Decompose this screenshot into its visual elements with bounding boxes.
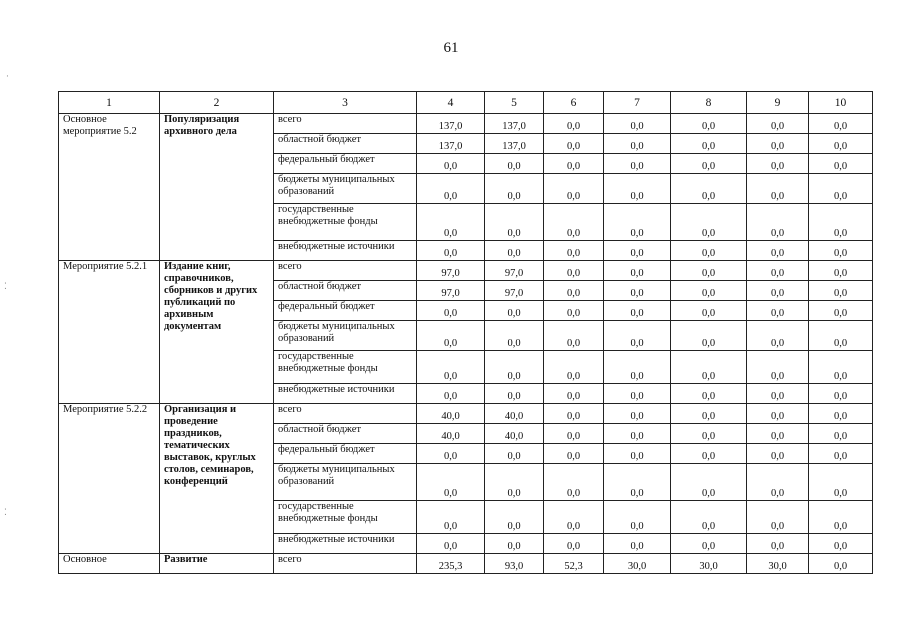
amount-cell: 235,3: [417, 554, 485, 574]
amount-cell: 0,0: [417, 384, 485, 404]
amount-cell: 0,0: [809, 424, 873, 444]
amount-cell: 0,0: [604, 174, 671, 204]
amount-cell: 137,0: [417, 114, 485, 134]
amount-cell: 0,0: [604, 241, 671, 261]
amount-cell: 0,0: [485, 154, 544, 174]
amount-cell: 0,0: [747, 501, 809, 534]
amount-cell: 0,0: [747, 444, 809, 464]
amount-cell: 0,0: [747, 241, 809, 261]
activity-code: Мероприятие 5.2.2: [59, 404, 160, 554]
amount-cell: 0,0: [417, 204, 485, 241]
amount-cell: 0,0: [604, 464, 671, 501]
amount-cell: 0,0: [809, 501, 873, 534]
funding-source: бюджеты муниципальных образований: [274, 174, 417, 204]
amount-cell: 97,0: [485, 261, 544, 281]
amount-cell: 0,0: [809, 114, 873, 134]
amount-cell: 0,0: [809, 301, 873, 321]
budget-table: [58, 91, 873, 574]
column-header: 2: [160, 92, 274, 114]
amount-cell: 0,0: [417, 534, 485, 554]
table-row: [59, 554, 873, 574]
amount-cell: 137,0: [485, 134, 544, 154]
amount-cell: 0,0: [671, 501, 747, 534]
amount-cell: 0,0: [671, 301, 747, 321]
amount-cell: 0,0: [485, 241, 544, 261]
amount-cell: 0,0: [544, 501, 604, 534]
amount-cell: 52,3: [544, 554, 604, 574]
amount-cell: 0,0: [485, 321, 544, 351]
amount-cell: 0,0: [747, 114, 809, 134]
page-number: 61: [443, 40, 459, 56]
amount-cell: 30,0: [747, 554, 809, 574]
amount-cell: 0,0: [747, 321, 809, 351]
amount-cell: 0,0: [809, 204, 873, 241]
amount-cell: 0,0: [604, 261, 671, 281]
amount-cell: 0,0: [747, 404, 809, 424]
column-header: 4: [417, 92, 485, 114]
amount-cell: 0,0: [544, 204, 604, 241]
amount-cell: 0,0: [544, 154, 604, 174]
amount-cell: 0,0: [671, 464, 747, 501]
amount-cell: 0,0: [747, 281, 809, 301]
amount-cell: 0,0: [747, 424, 809, 444]
amount-cell: 0,0: [417, 501, 485, 534]
amount-cell: 0,0: [544, 281, 604, 301]
amount-cell: 0,0: [417, 351, 485, 384]
amount-cell: 0,0: [747, 464, 809, 501]
amount-cell: 0,0: [485, 534, 544, 554]
amount-cell: 30,0: [671, 554, 747, 574]
amount-cell: 0,0: [417, 464, 485, 501]
amount-cell: 0,0: [671, 281, 747, 301]
column-header: 6: [544, 92, 604, 114]
table-row: [59, 404, 873, 424]
amount-cell: 0,0: [544, 321, 604, 351]
amount-cell: 0,0: [747, 134, 809, 154]
amount-cell: 0,0: [604, 204, 671, 241]
amount-cell: 97,0: [485, 281, 544, 301]
amount-cell: 0,0: [544, 174, 604, 204]
amount-cell: 0,0: [544, 384, 604, 404]
table-row: [59, 261, 873, 281]
funding-source: всего: [274, 404, 417, 424]
amount-cell: 0,0: [671, 444, 747, 464]
amount-cell: 0,0: [417, 174, 485, 204]
amount-cell: 40,0: [417, 404, 485, 424]
column-header: 5: [485, 92, 544, 114]
activity-code: Основное мероприятие 5.2: [59, 114, 160, 261]
amount-cell: 0,0: [604, 114, 671, 134]
amount-cell: 97,0: [417, 261, 485, 281]
amount-cell: 0,0: [809, 174, 873, 204]
amount-cell: 0,0: [604, 301, 671, 321]
amount-cell: 0,0: [809, 261, 873, 281]
amount-cell: 0,0: [485, 384, 544, 404]
activity-name: Издание книг, справочников, сборников и других публикаций по архивным документам: [160, 261, 274, 404]
amount-cell: 40,0: [485, 404, 544, 424]
amount-cell: 0,0: [485, 444, 544, 464]
funding-source: областной бюджет: [274, 424, 417, 444]
amount-cell: 0,0: [671, 241, 747, 261]
amount-cell: 40,0: [417, 424, 485, 444]
amount-cell: 0,0: [544, 114, 604, 134]
amount-cell: 0,0: [544, 261, 604, 281]
amount-cell: 0,0: [671, 534, 747, 554]
amount-cell: 0,0: [747, 384, 809, 404]
amount-cell: 0,0: [671, 424, 747, 444]
funding-source: областной бюджет: [274, 134, 417, 154]
amount-cell: 137,0: [485, 114, 544, 134]
amount-cell: 0,0: [747, 261, 809, 281]
column-header: 1: [59, 92, 160, 114]
column-header: 7: [604, 92, 671, 114]
column-header: 10: [809, 92, 873, 114]
column-header: 3: [274, 92, 417, 114]
amount-cell: 0,0: [544, 464, 604, 501]
amount-cell: 0,0: [671, 351, 747, 384]
funding-source: внебюджетные источники: [274, 241, 417, 261]
amount-cell: 0,0: [604, 384, 671, 404]
table-row: [59, 114, 873, 134]
funding-source: всего: [274, 261, 417, 281]
amount-cell: 0,0: [544, 534, 604, 554]
funding-source: бюджеты муниципальных образований: [274, 464, 417, 501]
amount-cell: 0,0: [671, 321, 747, 351]
amount-cell: 0,0: [544, 134, 604, 154]
amount-cell: 0,0: [544, 241, 604, 261]
amount-cell: 0,0: [747, 301, 809, 321]
activity-name: Организация и проведение праздников, тематических выставок, круглых столов, семинаров, конференций: [160, 404, 274, 554]
scan-mark: ⁚: [4, 508, 7, 518]
funding-source: бюджеты муниципальных образований: [274, 321, 417, 351]
amount-cell: 0,0: [485, 464, 544, 501]
amount-cell: 0,0: [747, 174, 809, 204]
amount-cell: 0,0: [671, 384, 747, 404]
amount-cell: 0,0: [671, 114, 747, 134]
amount-cell: 0,0: [485, 204, 544, 241]
amount-cell: 0,0: [485, 174, 544, 204]
amount-cell: 40,0: [485, 424, 544, 444]
amount-cell: 0,0: [809, 404, 873, 424]
amount-cell: 0,0: [485, 301, 544, 321]
funding-source: государственные внебюджетные фонды: [274, 351, 417, 384]
amount-cell: 0,0: [809, 134, 873, 154]
amount-cell: 0,0: [671, 134, 747, 154]
amount-cell: 0,0: [417, 301, 485, 321]
amount-cell: 0,0: [809, 384, 873, 404]
amount-cell: 0,0: [544, 351, 604, 384]
activity-name: Популяризация архивного дела: [160, 114, 274, 261]
amount-cell: 0,0: [485, 501, 544, 534]
funding-source: внебюджетные источники: [274, 384, 417, 404]
amount-cell: 0,0: [604, 321, 671, 351]
amount-cell: 0,0: [747, 534, 809, 554]
funding-source: федеральный бюджет: [274, 301, 417, 321]
amount-cell: 0,0: [809, 241, 873, 261]
amount-cell: 0,0: [809, 321, 873, 351]
amount-cell: 0,0: [417, 241, 485, 261]
amount-cell: 0,0: [671, 404, 747, 424]
column-header: 8: [671, 92, 747, 114]
funding-source: государственные внебюджетные фонды: [274, 501, 417, 534]
funding-source: внебюджетные источники: [274, 534, 417, 554]
amount-cell: 0,0: [417, 444, 485, 464]
amount-cell: 0,0: [604, 534, 671, 554]
activity-code: Мероприятие 5.2.1: [59, 261, 160, 404]
amount-cell: 0,0: [604, 134, 671, 154]
amount-cell: 0,0: [544, 444, 604, 464]
amount-cell: 0,0: [544, 424, 604, 444]
amount-cell: 0,0: [809, 464, 873, 501]
funding-source: федеральный бюджет: [274, 444, 417, 464]
amount-cell: 0,0: [604, 444, 671, 464]
amount-cell: 0,0: [671, 154, 747, 174]
amount-cell: 0,0: [604, 404, 671, 424]
amount-cell: 0,0: [604, 501, 671, 534]
amount-cell: 0,0: [809, 444, 873, 464]
activity-code: Основное: [59, 554, 160, 574]
amount-cell: 0,0: [671, 174, 747, 204]
amount-cell: 137,0: [417, 134, 485, 154]
funding-source: федеральный бюджет: [274, 154, 417, 174]
amount-cell: 0,0: [747, 154, 809, 174]
scan-mark: ·: [6, 72, 9, 82]
amount-cell: 0,0: [809, 534, 873, 554]
amount-cell: 0,0: [747, 351, 809, 384]
amount-cell: 0,0: [747, 204, 809, 241]
column-number-row: [59, 92, 873, 114]
amount-cell: 0,0: [809, 154, 873, 174]
amount-cell: 0,0: [604, 281, 671, 301]
amount-cell: 0,0: [417, 154, 485, 174]
amount-cell: 0,0: [604, 424, 671, 444]
amount-cell: 0,0: [671, 261, 747, 281]
amount-cell: 0,0: [604, 154, 671, 174]
amount-cell: 0,0: [809, 554, 873, 574]
amount-cell: 30,0: [604, 554, 671, 574]
column-header: 9: [747, 92, 809, 114]
funding-source: всего: [274, 114, 417, 134]
amount-cell: 0,0: [544, 404, 604, 424]
amount-cell: 97,0: [417, 281, 485, 301]
amount-cell: 0,0: [604, 351, 671, 384]
funding-source: областной бюджет: [274, 281, 417, 301]
scan-mark: ⁚: [4, 282, 7, 292]
amount-cell: 0,0: [417, 321, 485, 351]
amount-cell: 0,0: [809, 351, 873, 384]
amount-cell: 0,0: [544, 301, 604, 321]
funding-source: всего: [274, 554, 417, 574]
activity-name: Развитие: [160, 554, 274, 574]
amount-cell: 93,0: [485, 554, 544, 574]
amount-cell: 0,0: [671, 204, 747, 241]
amount-cell: 0,0: [485, 351, 544, 384]
amount-cell: 0,0: [809, 281, 873, 301]
funding-source: государственные внебюджетные фонды: [274, 204, 417, 241]
